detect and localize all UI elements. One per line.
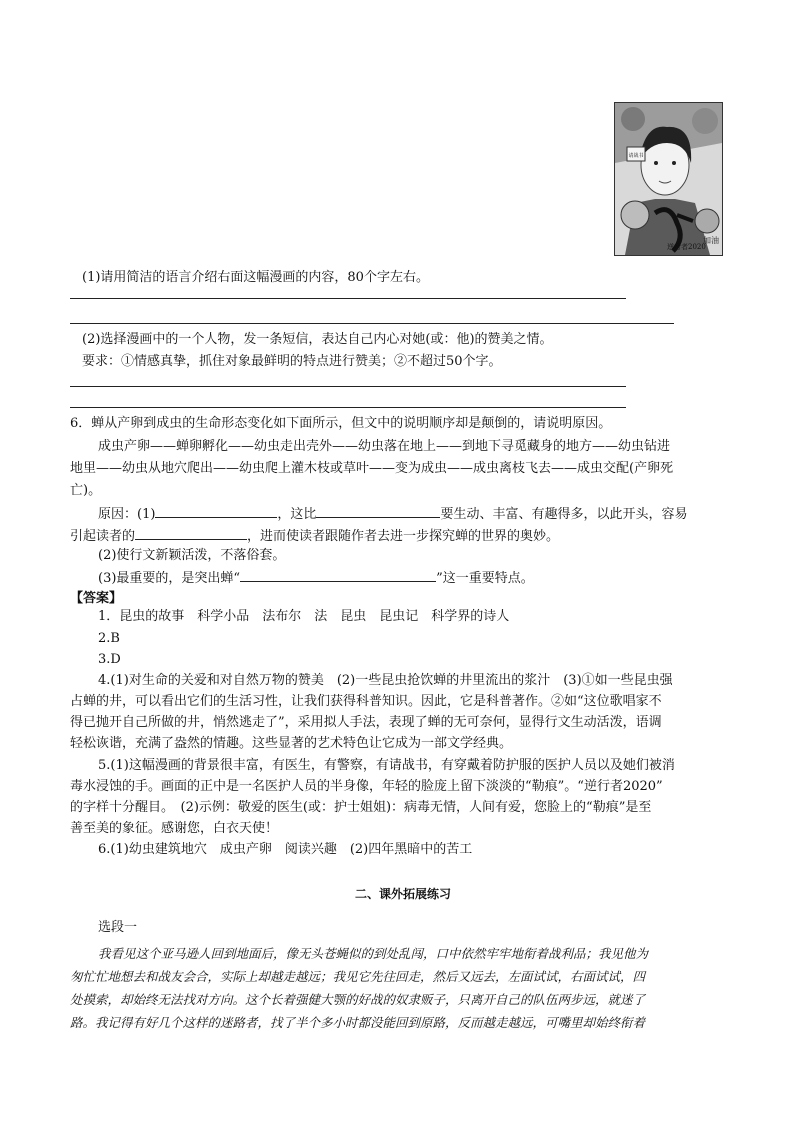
answer-line [70, 298, 626, 299]
answer-3: 3.D [98, 652, 121, 667]
q6-reason-1-c: 要生动、丰富、有趣得多，以此开头，容易 [440, 507, 688, 522]
answer-4-line-2: 占蝉的井，可以看出它们的生活习性，让我们获得科普知识。因此，它是科普著作。②如“这位歌唱家不 [70, 694, 662, 709]
comic-caption-jiayou: 加油 [703, 236, 719, 245]
answer-5-line-3: 的字样十分醒目。 (2)示例：敬爱的医生(或：护士姐姐)：病毒无情，人间有爱，您脸上的“勒痕”是至 [70, 800, 652, 815]
q6-title: 6．蝉从产卵到成虫的生命形态变化如下面所示，但文中的说明顺序却是颠倒的，请说明原因。 [70, 416, 612, 431]
comic-caption-title: 逆行者2020 [667, 243, 706, 251]
section-heading: 二、课外拓展练习 [355, 887, 452, 901]
q5-part1: (1)请用简洁的语言介绍右面这幅漫画的内容，80个字左右。 [82, 270, 429, 285]
answer-2: 2.B [98, 631, 120, 646]
passage-line-1: 我看见这个亚马逊人回到地面后，像无头苍蝇似的到处乱闯，口中依然牢牢地衔着战利品；我见他为 [98, 946, 649, 961]
q6-sequence-3: 亡)。 [70, 483, 102, 498]
answer-4-line-1: 4.(1)对生命的关爱和对自然万物的赞美 (2)一些昆虫抢饮蝉的井里流出的浆汁 (3)①如一些昆虫强 [98, 673, 673, 688]
q6-reason-3: (2)使行文新颖活泼，不落俗套。 [98, 548, 286, 563]
comic-stamp-text: 请战书 [628, 153, 644, 159]
passage-line-3: 处摸索，却始终无法找对方向。这个长着强健大颚的好战的奴隶贩子，只离开自己的队伍两步远，就迷了 [70, 992, 646, 1007]
q6-sequence-1: 成虫产卵——蝉卵孵化——幼虫走出壳外——幼虫落在地上——到地下寻觅藏身的地方——幼虫钻进 [98, 439, 671, 454]
q6-reason-2-a: 引起读者的 [70, 529, 136, 544]
q5-part2: (2)选择漫画中的一个人物，发一条短信，表达自己内心对她(或：他)的赞美之情。 [82, 332, 553, 347]
q6-reason-2-b: ，进而使读者跟随作者去进一步探究蝉的世界的奥妙。 [247, 529, 560, 544]
answer-5-line-1: 5.(1)这幅漫画的背景很丰富，有医生，有警察，有请战书，有穿戴着防护服的医护人员以及她们被消 [98, 758, 675, 773]
q6-sequence-2: 地里——幼虫从地穴爬出——幼虫爬上灌木枝或草叶——变为成虫——成虫离枝飞去——成虫交配(产卵死 [70, 461, 674, 476]
passage-line-4: 路。我记得有好几个这样的迷路者，找了半个多小时都没能回到原路，反而越走越远，可嘴里却始终衔着 [70, 1015, 646, 1030]
q6-reason-1-a: 原因：(1) [98, 507, 156, 522]
comic-illustration [614, 102, 723, 256]
answer-4-line-4: 轻松诙谐，充满了盎然的情趣。这些显著的艺术特色让它成为一部文学经典。 [70, 736, 513, 751]
answer-5-line-4: 善至美的象征。感谢您，白衣天使！ [70, 821, 279, 836]
answer-1: 1．昆虫的故事 科学小品 法布尔 法 昆虫 昆虫记 科学界的诗人 [98, 609, 510, 624]
answers-heading: 【答案】 [70, 591, 123, 606]
passage-label: 选段一 [98, 920, 138, 935]
answer-6: 6.(1)幼虫建筑地穴 成虫产卵 阅读兴趣 (2)四年黑暗中的苦工 [98, 842, 473, 857]
answer-5-line-2: 毒水浸蚀的手。画面的正中是一名医护人员的半身像，年轻的脸庞上留下淡淡的“勒痕”。“逆行者2020” [70, 779, 663, 794]
passage-line-2: 匆忙忙地想去和战友会合，实际上却越走越远；我见它先往回走，然后又远去，左面试试，右面试试，四 [70, 969, 646, 984]
q6-reason-4-b: ”这一重要特点。 [436, 571, 534, 586]
answer-line [70, 407, 626, 408]
q6-reason-4-a: (3)最重要的，是突出蝉“ [98, 571, 241, 586]
answer-4-line-3: 得已抛开自己所做的井，悄然逃走了”，采用拟人手法，表现了蝉的无可奈何，显得行文生动活泼，语调 [70, 715, 662, 730]
fill-blank[interactable] [155, 503, 277, 518]
fill-blank[interactable] [240, 567, 436, 582]
fill-blank[interactable] [316, 503, 440, 518]
fill-blank[interactable] [135, 525, 247, 540]
q6-reason-1-b: ，这比 [277, 507, 317, 522]
q5-requirement: 要求：①情感真挚，抓住对象最鲜明的特点进行赞美；②不超过50个字。 [82, 354, 502, 369]
answer-line [70, 386, 626, 387]
q6-reason-4 [98, 567, 534, 589]
q6-reason-2 [70, 525, 559, 547]
comic-drawing [615, 103, 722, 255]
q6-reason-1 [98, 503, 687, 525]
answer-line [70, 323, 674, 324]
